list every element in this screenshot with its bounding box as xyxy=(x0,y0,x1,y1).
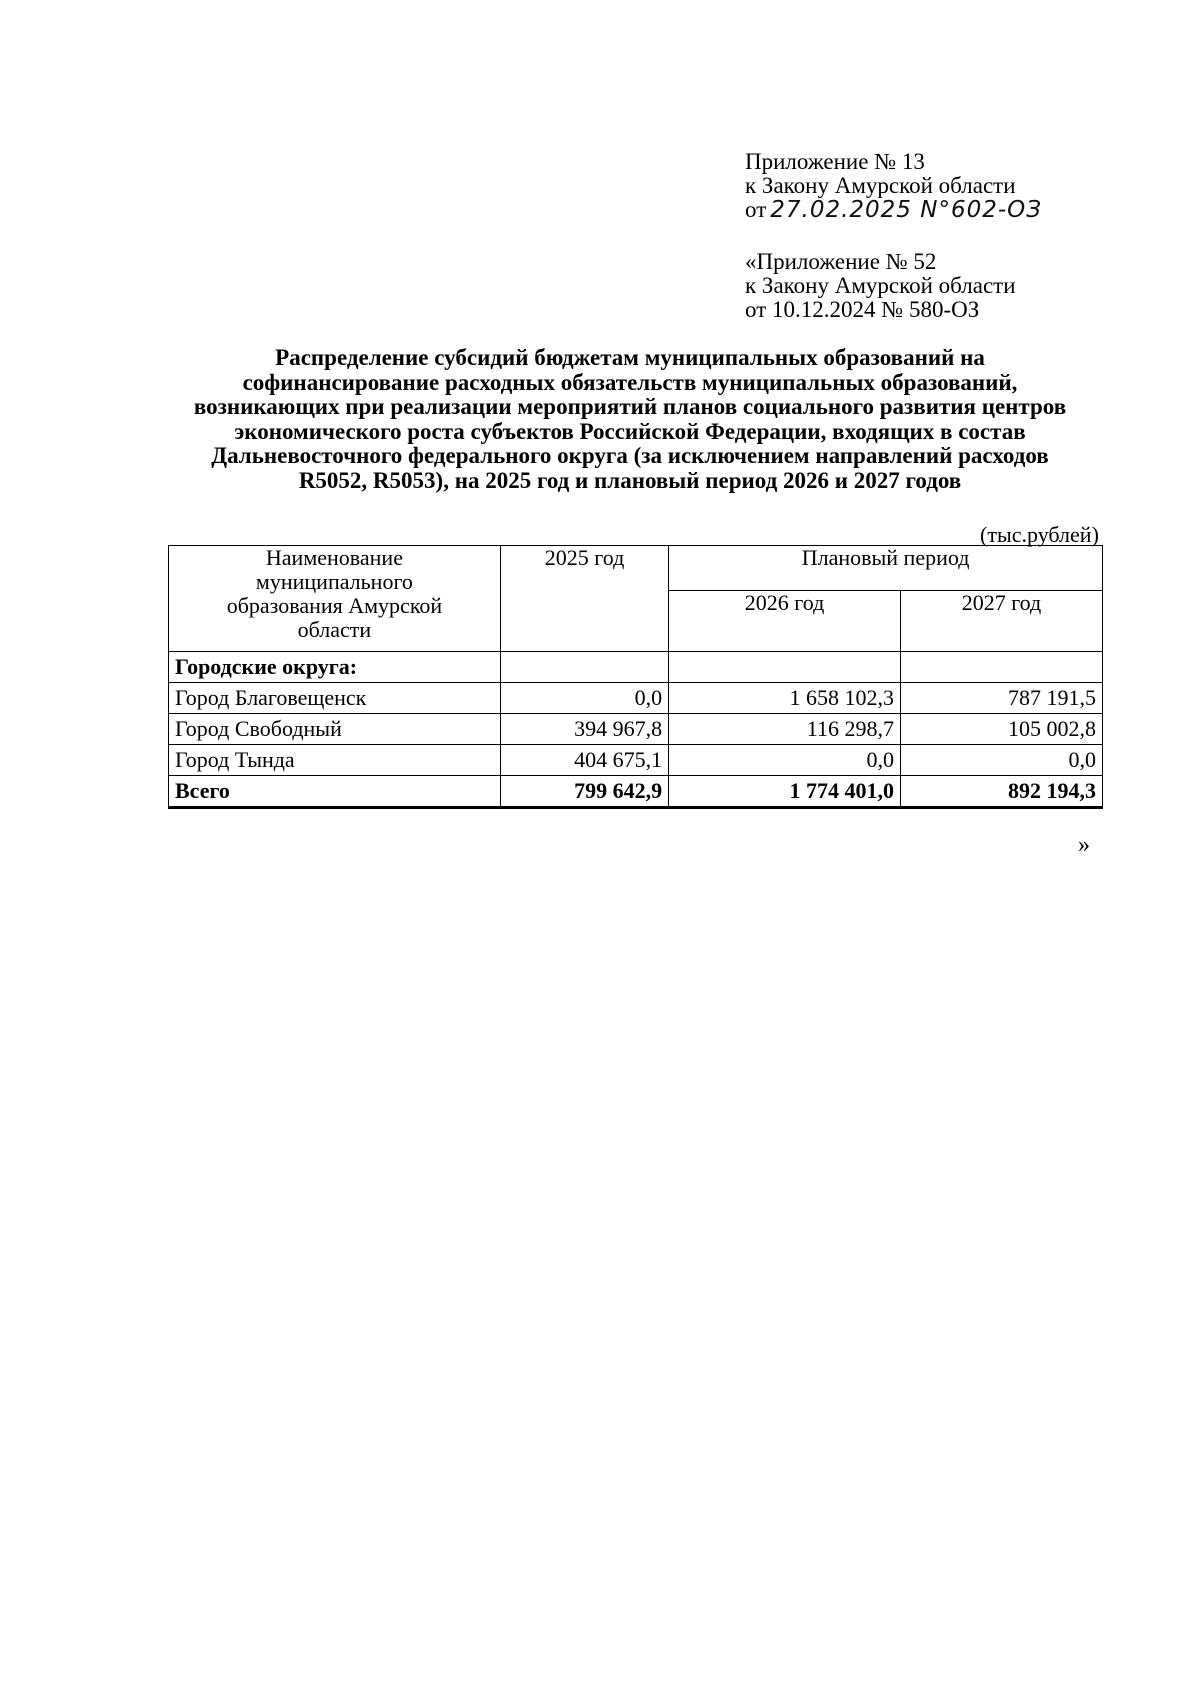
total-label: Всего xyxy=(169,776,501,808)
total-row xyxy=(169,776,1103,808)
units-label: (тыс.рублей) xyxy=(980,522,1099,547)
value-2026: 116 298,7 xyxy=(669,714,901,745)
empty-cell xyxy=(900,652,1102,683)
empty-cell xyxy=(500,652,668,683)
row-name: Город Тында xyxy=(169,745,501,776)
header-plan-period: Плановый период xyxy=(669,546,1103,591)
title-line: Распределение субсидий бюджетам муниципальных образований на xyxy=(275,345,985,370)
value-2027: 787 191,5 xyxy=(900,683,1102,714)
closing-quote: » xyxy=(1078,832,1090,858)
appendix-law-ref: к Закону Амурской области xyxy=(745,173,1016,198)
ref-appendix-number: «Приложение № 52 xyxy=(745,249,937,274)
value-2027: 105 002,8 xyxy=(900,714,1102,745)
empty-cell xyxy=(669,652,901,683)
header-2025: 2025 год xyxy=(500,546,668,652)
row-name: Город Благовещенск xyxy=(169,683,501,714)
value-2027: 0,0 xyxy=(900,745,1102,776)
header-name-line: области xyxy=(297,617,372,642)
total-2027: 892 194,3 xyxy=(900,776,1102,808)
value-2025: 394 967,8 xyxy=(500,714,668,745)
header-name-line: Наименование xyxy=(265,545,403,570)
total-2026: 1 774 401,0 xyxy=(669,776,901,808)
ref-appendix-law: к Закону Амурской области xyxy=(745,273,1016,298)
value-2025: 0,0 xyxy=(500,683,668,714)
header-row xyxy=(169,546,1103,591)
title-line: софинансирование расходных обязательств муниципальных образований, xyxy=(242,369,1018,395)
section-label: Городские округа: xyxy=(169,652,501,683)
total-2025: 799 642,9 xyxy=(500,776,668,808)
header-name-line: муниципального xyxy=(255,569,413,594)
header-name xyxy=(169,546,501,652)
table-row xyxy=(169,683,1103,714)
title-line: R5052, R5053), на 2025 год и плановый период 2026 и 2027 годов xyxy=(298,467,962,493)
value-2026: 0,0 xyxy=(669,745,901,776)
appendix-number: Приложение № 13 xyxy=(745,149,925,174)
value-2025: 404 675,1 xyxy=(500,745,668,776)
subsidy-table xyxy=(168,545,1103,809)
referenced-appendix xyxy=(745,250,1016,322)
header-2027: 2027 год xyxy=(900,591,1102,652)
header-name-line: образования Амурской xyxy=(226,593,443,618)
table-row xyxy=(169,745,1103,776)
table-row xyxy=(169,714,1103,745)
header-2026: 2026 год xyxy=(669,591,901,652)
appendix-date-line xyxy=(745,198,1042,222)
date-prefix: от xyxy=(745,197,767,222)
title-line: экономического роста субъектов Российской Федерации, входящих в состав xyxy=(234,418,1026,444)
ref-appendix-date: от 10.12.2024 № 580-ОЗ xyxy=(745,297,980,322)
handwritten-date-number: 27.02.2025 N°602-ОЗ xyxy=(770,197,1043,223)
appendix-header xyxy=(745,150,1042,222)
value-2026: 1 658 102,3 xyxy=(669,683,901,714)
document-title xyxy=(160,346,1100,493)
row-name: Город Свободный xyxy=(169,714,501,745)
title-line: Дальневосточного федерального округа (за исключением направлений расходов xyxy=(211,443,1049,468)
title-line: возникающих при реализации мероприятий планов социального развития центров xyxy=(193,394,1067,419)
section-row xyxy=(169,652,1103,683)
